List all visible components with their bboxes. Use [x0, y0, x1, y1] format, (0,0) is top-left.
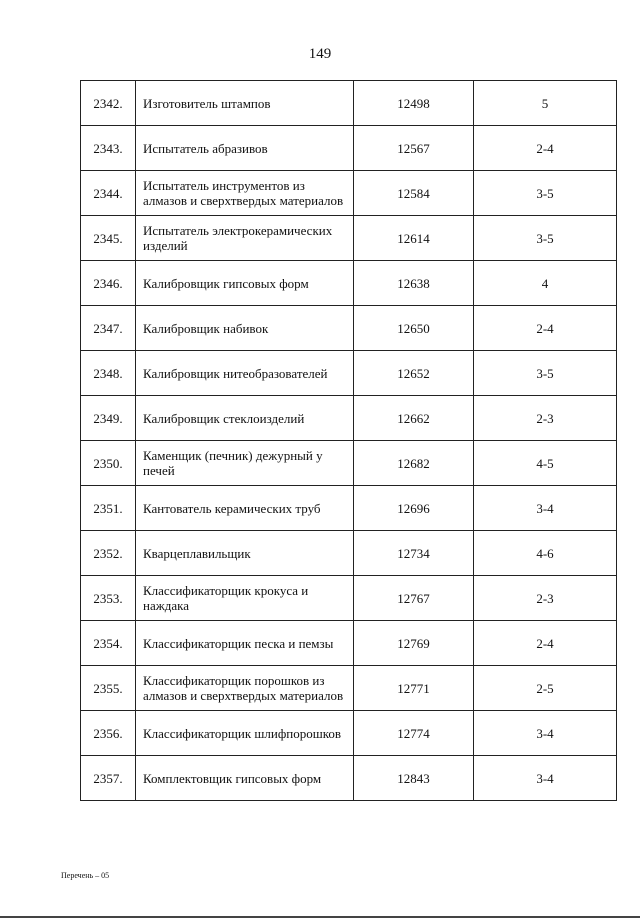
grade-range-cell: 2-4 [474, 306, 617, 351]
profession-code-cell: 12843 [354, 756, 474, 801]
profession-name-cell: Кантователь керамических труб [136, 486, 354, 531]
profession-code-cell: 12774 [354, 711, 474, 756]
row-number-cell: 2348. [81, 351, 136, 396]
profession-name-cell: Испытатель абразивов [136, 126, 354, 171]
table-body [81, 81, 617, 801]
footer-text: Перечень – 05 [61, 871, 110, 880]
profession-name-cell: Комплектовщик гипсовых форм [136, 756, 354, 801]
profession-code-cell: 12498 [354, 81, 474, 126]
grade-range-cell: 2-4 [474, 621, 617, 666]
profession-name-cell: Классификаторщик шлифпорошков [136, 711, 354, 756]
profession-name-cell: Классификаторщик порошков из алмазов и сверхтвердых материалов [136, 666, 354, 711]
profession-name-cell: Каменщик (печник) дежурный у печей [136, 441, 354, 486]
grade-range-cell: 3-5 [474, 171, 617, 216]
table-row [81, 81, 617, 126]
profession-code-cell: 12614 [354, 216, 474, 261]
row-number-cell: 2350. [81, 441, 136, 486]
row-number-cell: 2353. [81, 576, 136, 621]
page-number: 149 [308, 46, 332, 62]
profession-code-cell: 12682 [354, 441, 474, 486]
profession-code-cell: 12771 [354, 666, 474, 711]
table-row [81, 666, 617, 711]
profession-code-cell: 12662 [354, 396, 474, 441]
profession-code-cell: 12769 [354, 621, 474, 666]
profession-code-cell: 12567 [354, 126, 474, 171]
profession-name-cell: Классификаторщик песка и пемзы [136, 621, 354, 666]
bottom-edge-line [0, 916, 640, 918]
profession-code-cell: 12652 [354, 351, 474, 396]
profession-name-cell: Изготовитель штампов [136, 81, 354, 126]
table-row [81, 261, 617, 306]
table-row [81, 486, 617, 531]
table-row [81, 531, 617, 576]
profession-code-cell: 12638 [354, 261, 474, 306]
grade-range-cell: 2-3 [474, 576, 617, 621]
row-number-cell: 2342. [81, 81, 136, 126]
grade-range-cell: 3-5 [474, 216, 617, 261]
row-number-cell: 2344. [81, 171, 136, 216]
grade-range-cell: 3-4 [474, 711, 617, 756]
table-row [81, 126, 617, 171]
grade-range-cell: 2-4 [474, 126, 617, 171]
profession-code-cell: 12584 [354, 171, 474, 216]
table-row [81, 621, 617, 666]
row-number-cell: 2357. [81, 756, 136, 801]
grade-range-cell: 4 [474, 261, 617, 306]
profession-code-cell: 12650 [354, 306, 474, 351]
table-row [81, 396, 617, 441]
table-row [81, 756, 617, 801]
profession-code-cell: 12767 [354, 576, 474, 621]
table-row [81, 711, 617, 756]
row-number-cell: 2351. [81, 486, 136, 531]
table-row [81, 216, 617, 261]
table-row [81, 351, 617, 396]
grade-range-cell: 4-6 [474, 531, 617, 576]
row-number-cell: 2352. [81, 531, 136, 576]
grade-range-cell: 3-4 [474, 486, 617, 531]
profession-name-cell: Калибровщик набивок [136, 306, 354, 351]
row-number-cell: 2347. [81, 306, 136, 351]
professions-table [80, 80, 617, 801]
row-number-cell: 2354. [81, 621, 136, 666]
grade-range-cell: 3-5 [474, 351, 617, 396]
profession-name-cell: Кварцеплавильщик [136, 531, 354, 576]
profession-name-cell: Калибровщик стеклоизделий [136, 396, 354, 441]
profession-code-cell: 12696 [354, 486, 474, 531]
table-row [81, 576, 617, 621]
profession-name-cell: Испытатель электрокерамических изделий [136, 216, 354, 261]
table-row [81, 171, 617, 216]
profession-name-cell: Калибровщик нитеобразователей [136, 351, 354, 396]
row-number-cell: 2349. [81, 396, 136, 441]
grade-range-cell: 4-5 [474, 441, 617, 486]
grade-range-cell: 5 [474, 81, 617, 126]
row-number-cell: 2343. [81, 126, 136, 171]
table-row [81, 306, 617, 351]
profession-name-cell: Классификаторщик крокуса и наждака [136, 576, 354, 621]
table-row [81, 441, 617, 486]
row-number-cell: 2345. [81, 216, 136, 261]
row-number-cell: 2356. [81, 711, 136, 756]
grade-range-cell: 3-4 [474, 756, 617, 801]
row-number-cell: 2355. [81, 666, 136, 711]
profession-name-cell: Испытатель инструментов из алмазов и сверхтвердых материалов [136, 171, 354, 216]
grade-range-cell: 2-3 [474, 396, 617, 441]
grade-range-cell: 2-5 [474, 666, 617, 711]
profession-code-cell: 12734 [354, 531, 474, 576]
row-number-cell: 2346. [81, 261, 136, 306]
profession-name-cell: Калибровщик гипсовых форм [136, 261, 354, 306]
